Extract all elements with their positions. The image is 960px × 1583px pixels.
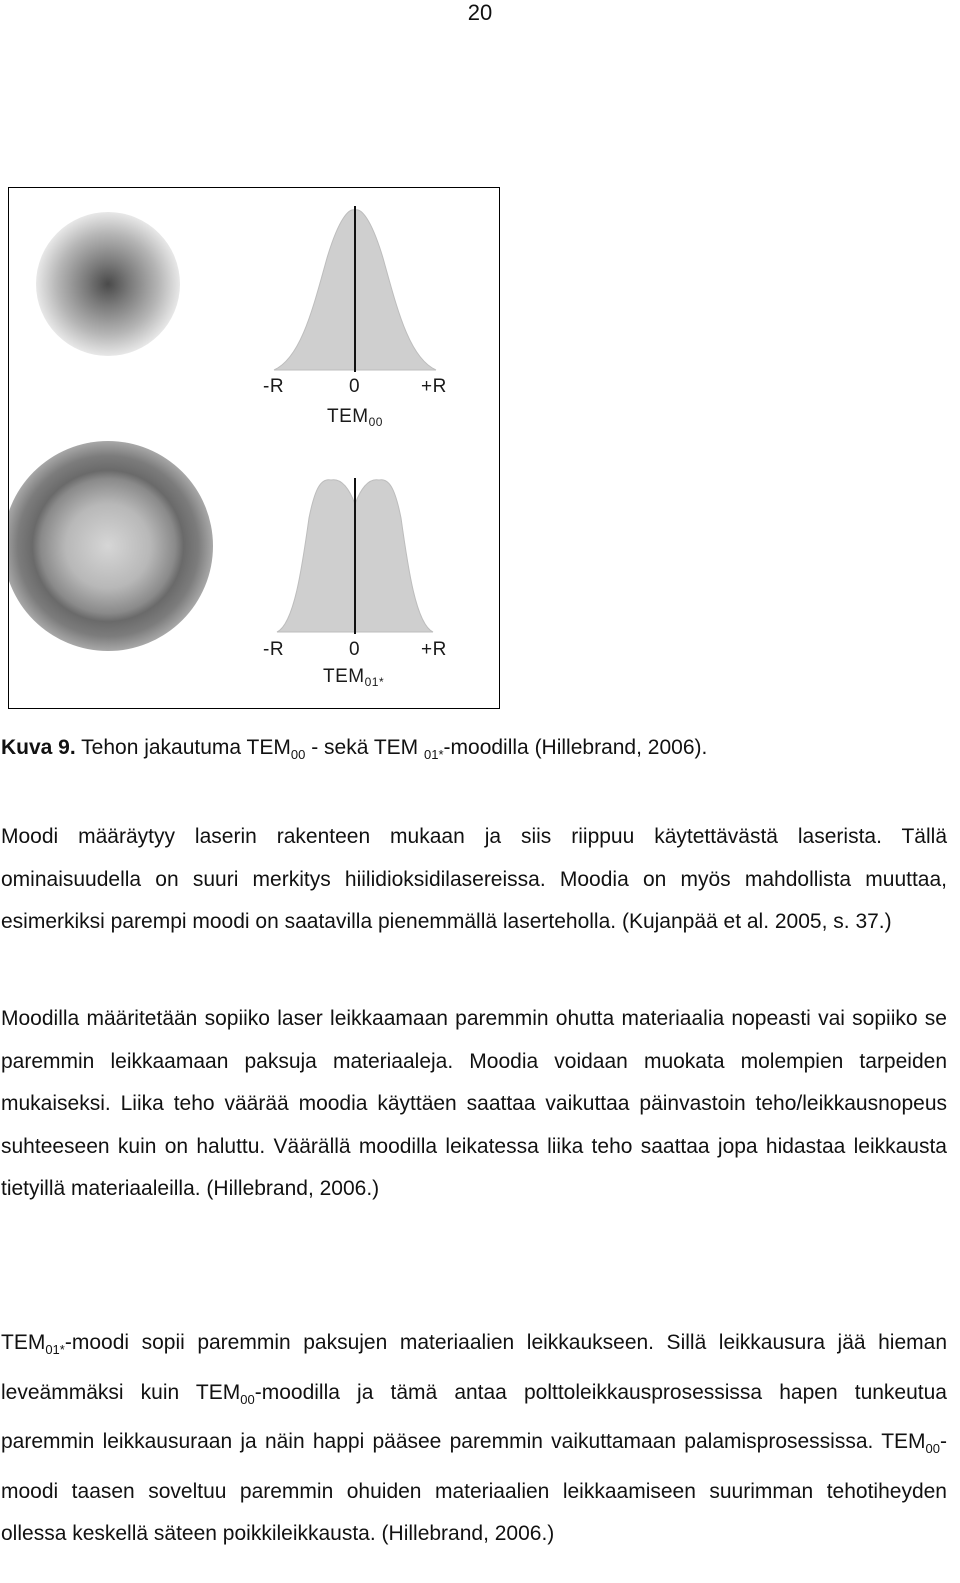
paragraph-mode-cutting: Moodilla määritetään sopiiko laser leikkaamaan paremmin ohutta materiaalia nopeasti vai sopiiko se paremmin leikkaamaan paksuja materiaaleja. Moodia voidaan muokata molempien tarpeiden mukaiseksi. Liika teho väärää moodia käyttäen saattaa vaikuttaa päinvastoin teho/leikkausnopeus suhteeseen kuin on haluttu. Väärällä moodilla leikatessa liika teho saattaa jopa hidastaa leikkausta tietyillä materiaaleilla. (Hillebrand, 2006.) xyxy=(1,1007,947,1201)
tem00-label-minus-r: -R xyxy=(263,376,285,397)
caption-prefix: Kuva 9. xyxy=(1,736,76,759)
tem00-mode-label: $TEM_{00}$ xyxy=(327,406,383,429)
page-number: 20 xyxy=(467,0,493,25)
tem00-beam-spot xyxy=(36,212,180,356)
paragraph-mode-origin: Moodi määräytyy laserin rakenteen mukaan ja siis riippuu käytettävästä laserista. Tällä ominaisuudella on suuri merkitys hiilidioksidilasereissa. Moodia on myös mahdollista muuttaa, esimerkiksi parempi moodi on saatavilla pienemmällä laserteholla. (Kujanpää et al. 2005, s. 37.) xyxy=(1,825,947,934)
figure-beam-modes xyxy=(8,187,500,709)
tem01-mode-label: $TEM_{01*}$ xyxy=(323,666,385,689)
figure-caption: Kuva 9. Tehon jakautuma $TEM_{00}$ - sekä TEM $_{01*}$-moodilla (Hillebrand, 2006). xyxy=(1,736,708,762)
tem01-label-zero: 0 xyxy=(349,639,361,660)
tem01-beam-spot xyxy=(9,441,213,651)
tem00-label-zero: 0 xyxy=(349,376,361,397)
tem01-label-minus-r: -R xyxy=(263,639,285,660)
beam-mode-illustration xyxy=(9,188,501,710)
tem00-label-plus-r: +R xyxy=(421,376,447,397)
paragraph-mode-comparison: $TEM_{01*}$-moodi sopii paremmin paksujen materiaalien leikkaukseen. Sillä leikkausura jää hieman leveämmäksi kuin $TEM_{00}$-moodilla ja tämä antaa polttoleikkausprosessissa hapen tunkeutua paremmin leikkausuraan ja näin happi pääsee paremmin vaikuttamaan palamisprosessissa. $TEM_{00}$-moodi taasen soveltuu paremmin ohuiden materiaalien leikkaamiseen suurimman tehotiheyden ollessa keskellä säteen poikkileikkausta. (Hillebrand, 2006.) xyxy=(1,1331,947,1546)
tem01-label-plus-r: +R xyxy=(421,639,447,660)
